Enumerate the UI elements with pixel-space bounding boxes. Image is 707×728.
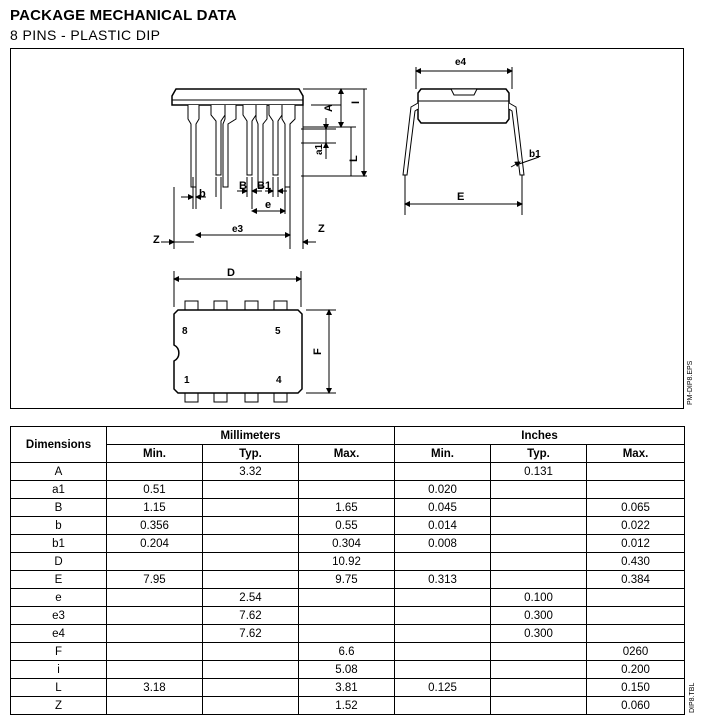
dimension-value bbox=[299, 625, 395, 643]
dim-label-e4: e4 bbox=[455, 57, 467, 68]
dimension-value bbox=[203, 643, 299, 661]
in-typ-header: Typ. bbox=[491, 445, 587, 463]
dim-label-I: I bbox=[350, 100, 362, 104]
table-code: DIP8.TBL bbox=[689, 682, 696, 713]
dimension-value bbox=[587, 589, 685, 607]
dim-label-e: e bbox=[265, 199, 272, 211]
dimension-value bbox=[107, 697, 203, 715]
dimension-value: 0.200 bbox=[587, 661, 685, 679]
dimension-name: Z bbox=[11, 697, 107, 715]
dimension-name: D bbox=[11, 553, 107, 571]
dimension-value bbox=[491, 535, 587, 553]
dim-label-E: E bbox=[457, 191, 465, 203]
dimension-value: 7.62 bbox=[203, 607, 299, 625]
dimension-value bbox=[299, 607, 395, 625]
page-title: PACKAGE MECHANICAL DATA bbox=[10, 7, 237, 24]
dimension-value bbox=[395, 625, 491, 643]
dimension-value: 0.008 bbox=[395, 535, 491, 553]
dimension-value: 5.08 bbox=[299, 661, 395, 679]
dimension-value: 1.15 bbox=[107, 499, 203, 517]
table-row bbox=[11, 679, 685, 697]
dimension-value bbox=[203, 571, 299, 589]
dimensions-table-body bbox=[11, 463, 685, 715]
dimension-value bbox=[203, 481, 299, 499]
dimension-value bbox=[107, 553, 203, 571]
dimension-value bbox=[491, 499, 587, 517]
dimension-value bbox=[395, 553, 491, 571]
dim-label-Z-right: Z bbox=[318, 223, 325, 235]
dimension-value bbox=[395, 661, 491, 679]
dimension-value bbox=[299, 589, 395, 607]
dimension-value: 0.150 bbox=[587, 679, 685, 697]
dim-label-e3: e3 bbox=[232, 224, 244, 235]
dim-label-a1: a1 bbox=[314, 143, 325, 155]
dimension-value: 0.304 bbox=[299, 535, 395, 553]
dimension-name: e3 bbox=[11, 607, 107, 625]
dimension-value: 0.300 bbox=[491, 625, 587, 643]
dimension-value bbox=[395, 643, 491, 661]
dimension-value bbox=[395, 697, 491, 715]
dimension-value bbox=[203, 553, 299, 571]
dimension-value: 0.020 bbox=[395, 481, 491, 499]
dimension-value bbox=[491, 517, 587, 535]
dimension-value: 3.18 bbox=[107, 679, 203, 697]
dimension-name: a1 bbox=[11, 481, 107, 499]
table-row bbox=[11, 697, 685, 715]
dimension-name: L bbox=[11, 679, 107, 697]
table-row bbox=[11, 535, 685, 553]
dimension-value bbox=[107, 661, 203, 679]
table-row bbox=[11, 499, 685, 517]
dimension-value bbox=[107, 625, 203, 643]
dimension-value bbox=[203, 697, 299, 715]
dimension-value: 0.356 bbox=[107, 517, 203, 535]
dimension-value: 0.300 bbox=[491, 607, 587, 625]
side-view bbox=[403, 67, 539, 215]
table-row bbox=[11, 643, 685, 661]
package-drawing-svg bbox=[11, 49, 685, 410]
table-row bbox=[11, 589, 685, 607]
dimension-value bbox=[395, 607, 491, 625]
dim-label-b1: b1 bbox=[529, 149, 541, 160]
mm-typ-header: Typ. bbox=[203, 445, 299, 463]
dimension-value bbox=[491, 553, 587, 571]
pin-number-1: 1 bbox=[184, 375, 190, 386]
dimension-value: 0.125 bbox=[395, 679, 491, 697]
dimension-value bbox=[107, 643, 203, 661]
table-row bbox=[11, 625, 685, 643]
dimension-value: 7.62 bbox=[203, 625, 299, 643]
dimensions-header: Dimensions bbox=[11, 427, 107, 463]
dimension-value: 0.012 bbox=[587, 535, 685, 553]
dimension-value: 0260 bbox=[587, 643, 685, 661]
dimension-name: e4 bbox=[11, 625, 107, 643]
dim-label-D: D bbox=[227, 267, 235, 279]
dimension-name: b1 bbox=[11, 535, 107, 553]
dimension-name: E bbox=[11, 571, 107, 589]
dim-label-B1: B1 bbox=[257, 180, 272, 192]
dimension-name: i bbox=[11, 661, 107, 679]
dimension-value: 0.045 bbox=[395, 499, 491, 517]
dimension-value bbox=[107, 463, 203, 481]
dimension-value bbox=[203, 679, 299, 697]
dimension-value bbox=[203, 661, 299, 679]
dimension-value: 0.100 bbox=[491, 589, 587, 607]
dimension-value: 0.022 bbox=[587, 517, 685, 535]
dimension-value: 0.55 bbox=[299, 517, 395, 535]
dim-label-F: F bbox=[312, 348, 324, 355]
dimension-value bbox=[299, 481, 395, 499]
dimension-value: 9.75 bbox=[299, 571, 395, 589]
dimension-name: F bbox=[11, 643, 107, 661]
front-view bbox=[161, 89, 367, 249]
dimension-value: 0.51 bbox=[107, 481, 203, 499]
dimension-value: 1.52 bbox=[299, 697, 395, 715]
in-max-header: Max. bbox=[587, 445, 685, 463]
table-row bbox=[11, 661, 685, 679]
dimension-name: B bbox=[11, 499, 107, 517]
dimension-value bbox=[107, 589, 203, 607]
dimension-value bbox=[395, 463, 491, 481]
inches-header: Inches bbox=[395, 427, 685, 445]
mechanical-drawing bbox=[10, 48, 684, 409]
dim-label-Z-left: Z bbox=[153, 234, 160, 246]
dimension-value bbox=[491, 661, 587, 679]
dimension-value: 2.54 bbox=[203, 589, 299, 607]
dim-label-b: b bbox=[199, 188, 206, 200]
table-row bbox=[11, 463, 685, 481]
dim-label-B: B bbox=[239, 180, 247, 192]
dimension-value bbox=[395, 589, 491, 607]
dimension-value: 1.65 bbox=[299, 499, 395, 517]
drawing-code: PM-DIP8.EPS bbox=[687, 360, 694, 405]
dimension-value bbox=[491, 679, 587, 697]
table-row bbox=[11, 553, 685, 571]
top-view bbox=[174, 271, 336, 402]
table-header-row bbox=[11, 427, 685, 445]
dimension-value: 7.95 bbox=[107, 571, 203, 589]
dimension-value bbox=[491, 643, 587, 661]
page-subtitle: 8 PINS - PLASTIC DIP bbox=[10, 27, 161, 43]
pin-number-5: 5 bbox=[275, 326, 281, 337]
dimension-value: 3.81 bbox=[299, 679, 395, 697]
dimension-value bbox=[491, 481, 587, 499]
dimensions-table bbox=[10, 426, 685, 715]
dimension-value: 0.204 bbox=[107, 535, 203, 553]
mm-max-header: Max. bbox=[299, 445, 395, 463]
table-row bbox=[11, 517, 685, 535]
dimension-value: 3.32 bbox=[203, 463, 299, 481]
table-subheader-row bbox=[11, 445, 685, 463]
pin-number-4: 4 bbox=[276, 375, 282, 386]
dimension-value: 0.384 bbox=[587, 571, 685, 589]
dimension-value bbox=[587, 481, 685, 499]
dimension-value: 0.014 bbox=[395, 517, 491, 535]
dimension-name: e bbox=[11, 589, 107, 607]
dimension-value bbox=[203, 535, 299, 553]
dimension-value bbox=[491, 697, 587, 715]
mm-min-header: Min. bbox=[107, 445, 203, 463]
dim-label-L: L bbox=[348, 155, 360, 162]
millimeters-header: Millimeters bbox=[107, 427, 395, 445]
dim-label-A: A bbox=[323, 104, 335, 112]
in-min-header: Min. bbox=[395, 445, 491, 463]
dimension-value: 10.92 bbox=[299, 553, 395, 571]
dimension-value bbox=[203, 517, 299, 535]
dimension-value bbox=[203, 499, 299, 517]
dimension-name: A bbox=[11, 463, 107, 481]
dimension-value bbox=[491, 571, 587, 589]
pin-number-8: 8 bbox=[182, 326, 188, 337]
dimension-value bbox=[587, 625, 685, 643]
dimension-value bbox=[299, 463, 395, 481]
dimension-value: 0.430 bbox=[587, 553, 685, 571]
dimension-value: 0.131 bbox=[491, 463, 587, 481]
dimension-value bbox=[107, 607, 203, 625]
dimension-value: 0.065 bbox=[587, 499, 685, 517]
dimension-name: b bbox=[11, 517, 107, 535]
dimension-value: 0.060 bbox=[587, 697, 685, 715]
table-row bbox=[11, 607, 685, 625]
table-row bbox=[11, 571, 685, 589]
dimension-value: 0.313 bbox=[395, 571, 491, 589]
dimension-value bbox=[587, 607, 685, 625]
table-row bbox=[11, 481, 685, 499]
dimension-value bbox=[587, 463, 685, 481]
dimension-value: 6.6 bbox=[299, 643, 395, 661]
